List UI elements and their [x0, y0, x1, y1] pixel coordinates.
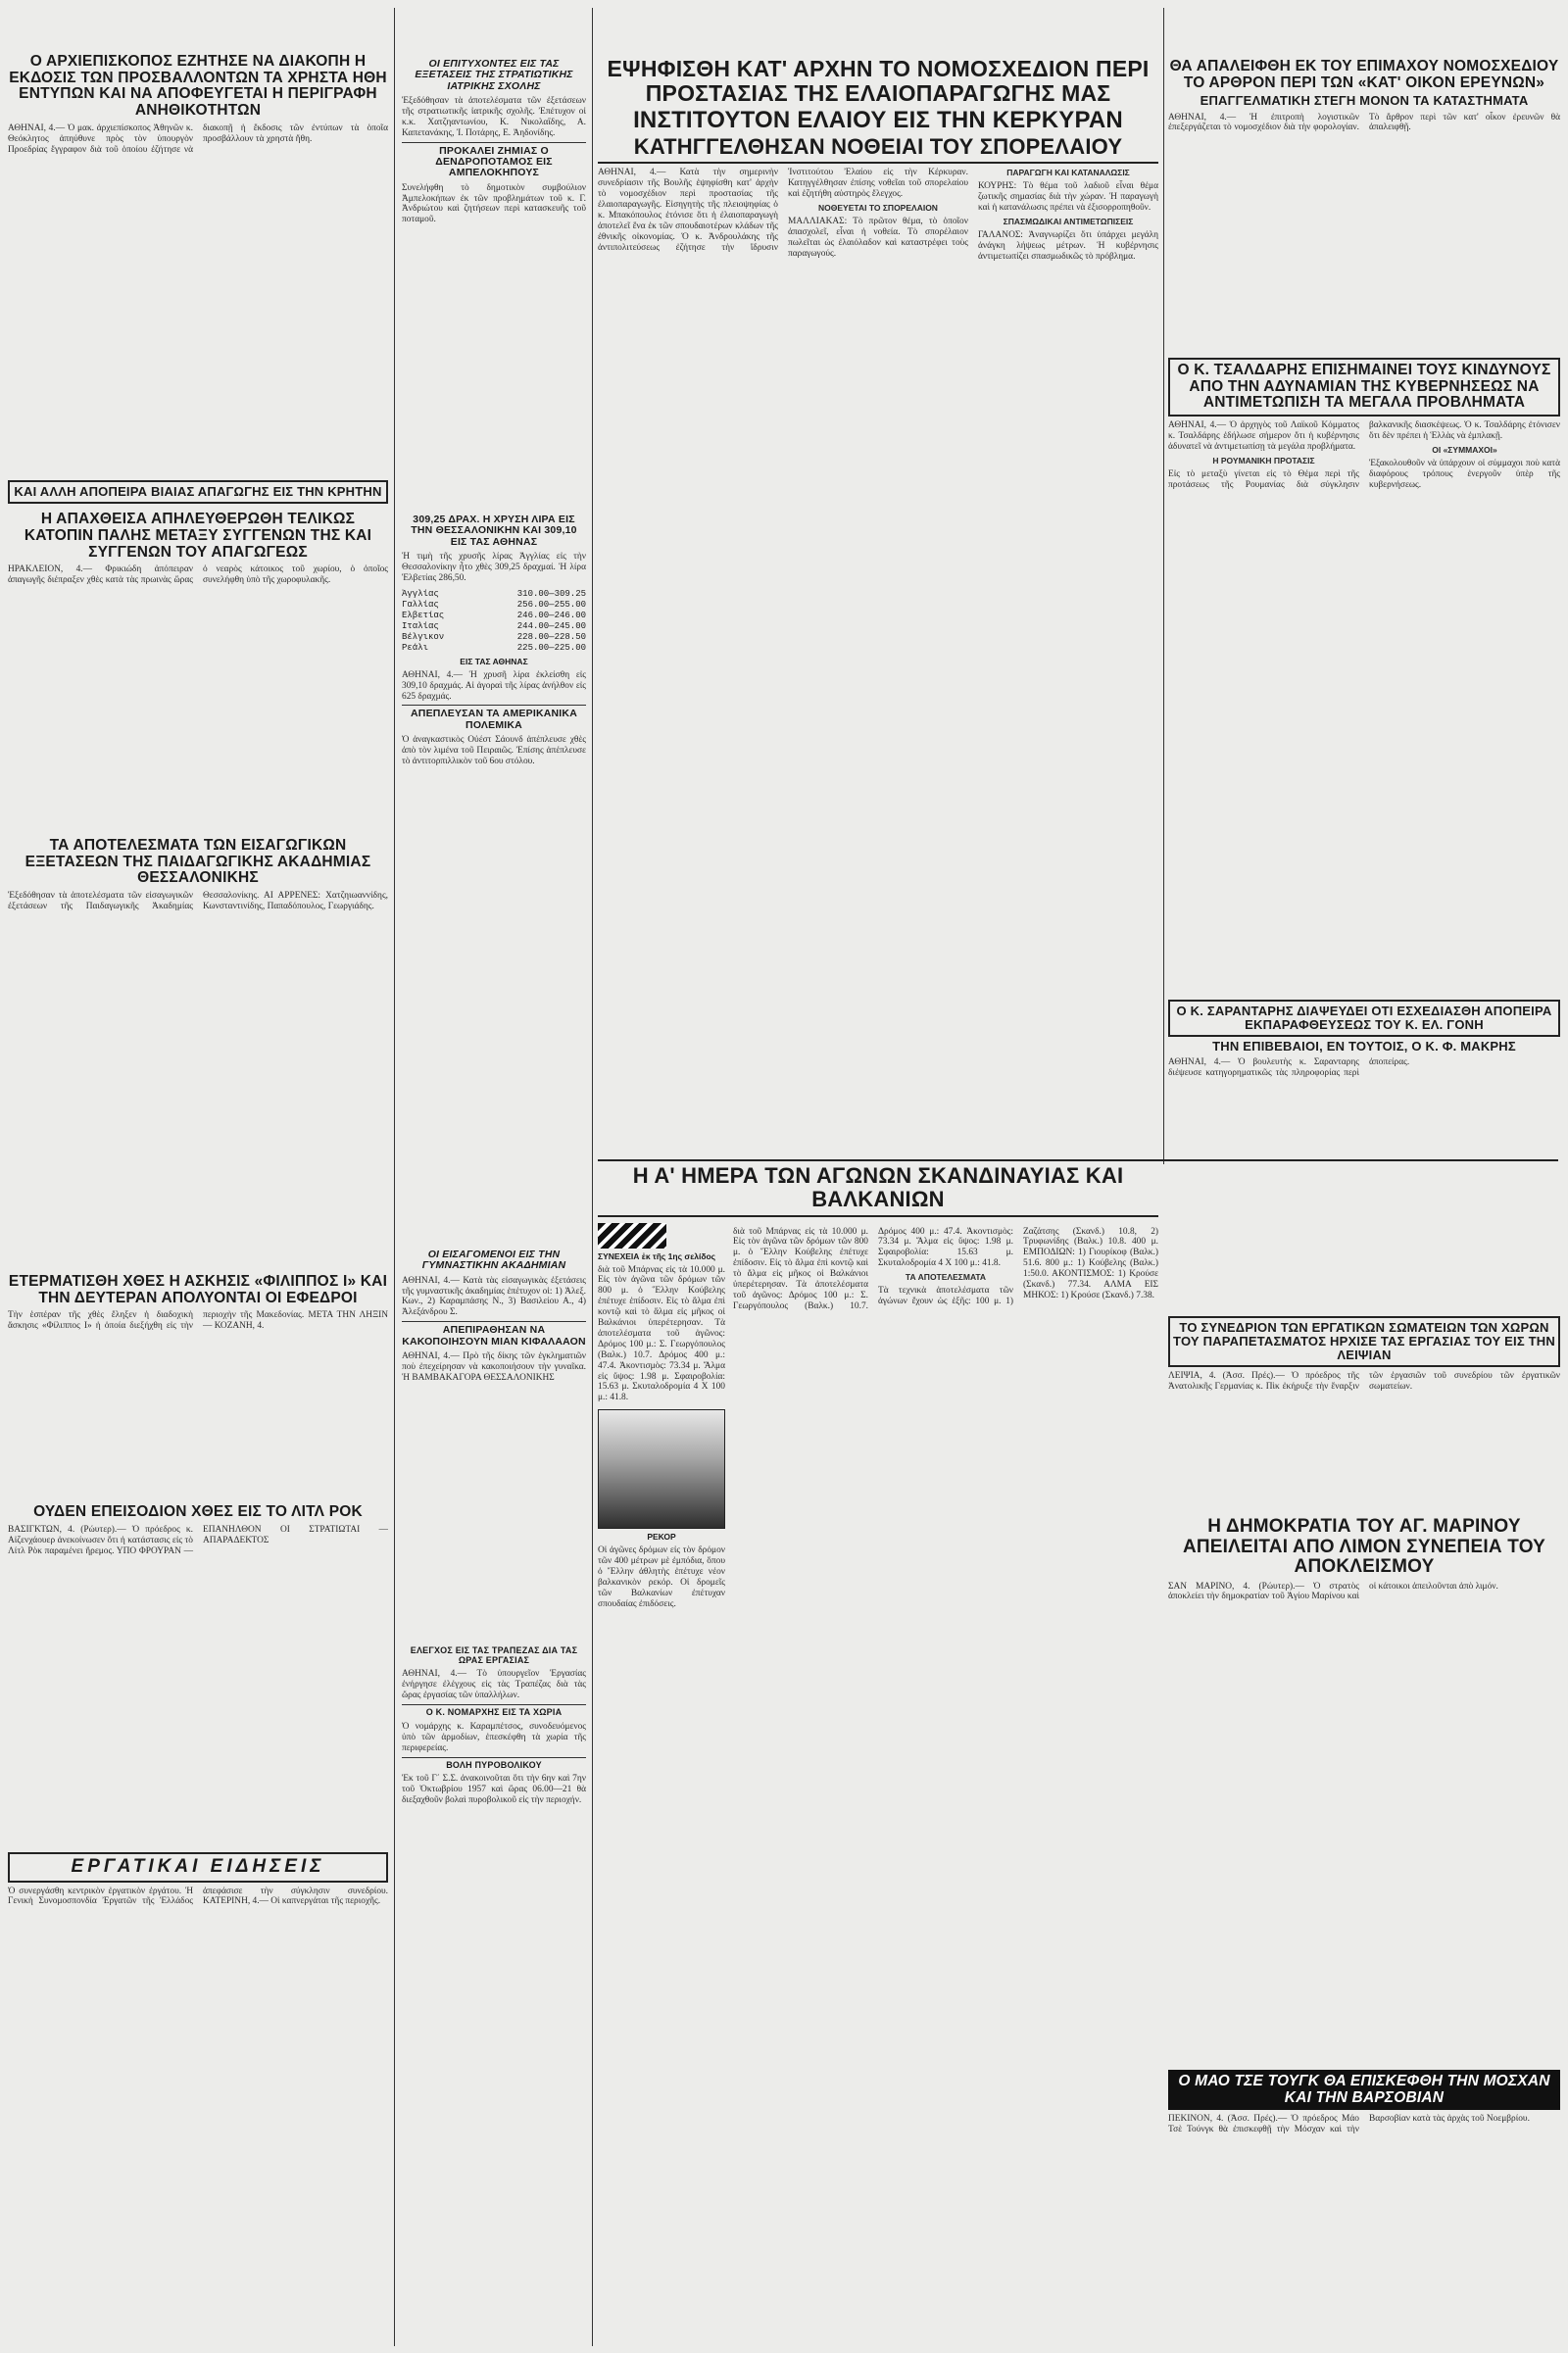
- price-row: Ἀγγλίας 310.00—309.25: [402, 588, 586, 599]
- price-row: Ρεάλι 225.00—225.00: [402, 642, 586, 653]
- column-rule: [394, 8, 395, 2346]
- article-gym-academy: [402, 1250, 586, 1642]
- headline: ΕΛΕΓΧΟΣ ΕΙΣ ΤΑΣ ΤΡΑΠΕΖΑΣ ΔΙΑ ΤΑΣ ΩΡΑΣ ΕΡΓΑΣΙΑΣ: [410, 1646, 578, 1665]
- headline: Η ΔΗΜΟΚΡΑΤΙΑ ΤΟΥ ΑΓ. ΜΑΡΙΝΟΥ ΑΠΕΙΛΕΙΤΑΙ ΑΠΟ ΛΙΜΟΝ ΣΥΝΕΠΕΙΑ ΤΟΥ ΑΠΟΚΛΕΙΣΜΟΥ: [1182, 1517, 1546, 1578]
- banner-subheadline: ΚΑΤΗΓΓΕΛΘΗΣΑΝ ΝΟΘΕΙΑΙ ΤΟΥ ΣΠΟΡΕΛΑΙΟΥ: [598, 135, 1158, 165]
- article-tax-bill: [1168, 59, 1560, 353]
- subheading: ΝΟΘΕΥΕΤΑΙ ΤΟ ΣΠΟΡΕΛΑΙΟΝ: [818, 203, 938, 214]
- column-rule: [1163, 8, 1164, 1164]
- banner-headline: ΕΨΗΦΙΣΘΗ ΚΑΤ' ΑΡΧΗΝ ΤΟ ΝΟΜΟΣΧΕΔΙΟΝ ΠΕΡΙ ΠΡΟΣΤΑΣΙΑΣ ΤΗΣ ΕΛΑΙΟΠΑΡΑΓΩΓΗΣ ΜΑΣ: [607, 57, 1150, 106]
- subheadline: Η ΑΠΑΧΘΕΙΣΑ ΑΠΗΛΕΥΘΕΡΩΘΗ ΤΕΛΙΚΩΣ ΚΑΤΟΠΙΝ ΠΑΛΗΣ ΜΕΤΑΞΥ ΣΥΓΓΕΝΩΝ ΤΗΣ ΚΑΙ ΣΥΓΓΕΝΩΝ ΤΟΥ ΑΠΑΓΩΓΕΩΣ: [24, 511, 372, 561]
- divider: [402, 1757, 586, 1758]
- article-gold-sovereign: [402, 515, 586, 946]
- article-body: Συνελήφθη τὸ δημοτικὸν συμβούλιον Ἀμπελοκήπων ἐκ τῶν προβλημάτων τοῦ κ. Γ. Ἀνδριώτου καὶ ζητήσεων περὶ κατασκευῆς τοῦ ποταμοῦ.: [402, 182, 586, 225]
- kicker: ΣΥΝΕΧΕΙΑ ἐκ τῆς 1ης σελίδος: [598, 1250, 716, 1261]
- article-body: ΑΘΗΝΑΙ, 4.— Κατὰ τὴν σημερινὴν συνεδρίασιν τῆς Βουλῆς ἐψηφίσθη κατ' ἀρχὴν τὸ νομοσχέδιον περὶ προστασίας τῆς ἐλαιοπαραγωγῆς. Εἰσηγητὴς τῆς πλειοψηφίας ὁ κ. Μπακόπουλος ἐτόνισε ὅτι ἡ ἐλαιοπαραγωγὴ ἀποτελεῖ ἕνα ἐκ τῶν σπουδαιοτέρων κλάδων τῆς ἐθνικῆς οἰκονομίας. Ὁ κ. Ἀνδρουλάκης τῆς ἀντιπολιτεύσεως ἐζήτησε τὴν ἵδρυσιν Ἰνστιτούτου Ἐλαίου εἰς τὴν Κέρκυραν. Κατηγγέλθησαν ἐπίσης νοθεῖαι τοῦ σπορελαίου καὶ ἐζητήθη αὐστηρὸς ἔλεγχος. ΝΟΘΕΥΕΤΑΙ ΤΟ ΣΠΟΡΕΛΑΙΟΝ ΜΑΛΛΙΑΚΑΣ: Τὸ πρῶτον θέμα, τὸ ὁποῖον ἀπασχολεῖ, εἶναι ἡ νοθεία. Τὸ σπορέλαιον πωλεῖται ὡς ἐλαιόλαδον καὶ καταστρέφει τοὺς παραγωγούς. ΠΑΡΑΓΩΓΗ ΚΑΙ ΚΑΤΑΝΑΛΩΣΙΣ ΚΟΥΡΗΣ: Τὸ θέμα τοῦ λαδιοῦ εἶναι θέμα ζωτικῆς σημασίας διὰ τὴν χώραν. Ἡ παραγωγὴ καὶ ἡ κατανάλωσις πρέπει νὰ ἐξισορροπηθοῦν. ΣΠΑΣΜΩΔΙΚΑΙ ΑΝΤΙΜΕΤΩΠΙΣΕΙΣ ΓΑΛΑΝΟΣ: Ἀναγνωρίζει ὅτι ὑπάρχει μεγάλη ἀνάγκη λήψεως μέτρων. Ἡ κυβέρνησις ἀντιμετωπίζει σπασμωδικῶς τὸ πρόβλημα.: [598, 168, 1158, 262]
- headline: Ο Κ. ΤΣΑΛΔΑΡΗΣ ΕΠΙΣΗΜΑΙΝΕΙ ΤΟΥΣ ΚΙΝΔΥΝΟΥΣ ΑΠΟ ΤΗΝ ΑΔΥΝΑΜΙΑΝ ΤΗΣ ΚΥΒΕΡΝΗΣΕΩΣ ΝΑ ΑΝΤΙΜΕΤΩΠΙΣΗ ΤΑ ΜΕΓΑΛΑ ΠΡΟΒΛΗΜΑΤΑ: [1168, 358, 1560, 417]
- banner-subheadline: ΙΝΣΤΙΤΟΥΤΟΝ ΕΛΑΙΟΥ ΕΙΣ ΤΗΝ ΚΕΡΚΥΡΑΝ: [633, 106, 1123, 133]
- headline: ΕΡΓΑΤΙΚΑΙ ΕΙΔΗΣΕΙΣ: [8, 1852, 388, 1883]
- article-mao-visit: [1168, 2070, 1560, 2346]
- article-crete-abduction: [8, 480, 388, 833]
- article-body: ΣΑΝ ΜΑΡΙΝΟ, 4. (Ρώυτερ).— Ὁ στρατὸς ἀποκλείει τὴν δημοκρατίαν τοῦ Ἁγίου Μαρίνου καὶ οἱ κάτοικοι ἀπειλοῦνται ἀπὸ λιμόν.: [1168, 1581, 1498, 1602]
- headline: ΟΙ ΕΙΣΑΓΟΜΕΝΟΙ ΕΙΣ ΤΗΝ ΓΥΜΝΑΣΤΙΚΗΝ ΑΚΑΔΗΜΙΑΝ: [421, 1250, 566, 1272]
- article-philippos-exercise: [8, 1274, 388, 1499]
- article-body: Ἐξεδόθησαν τὰ ἀποτελέσματα τῶν ἐξετάσεων τῆς στρατιωτικῆς ἰατρικῆς σχολῆς. Ἐπέτυχον οἱ κ.κ. Χατζηαντωνίου, Κ. Νικολαΐδης, Α. Καπετανάκης, Ἰ. Ποτάρης, Ε. Ἀηδονίδης.: [402, 95, 586, 138]
- section-rule: [598, 1159, 1558, 1161]
- article-archbishop: [8, 54, 388, 475]
- article-san-marino: [1168, 1517, 1560, 2066]
- price-row: Γαλλίας 256.00—255.00: [402, 599, 586, 610]
- subheadline: ΤΗΝ ΕΠΙΒΕΒΑΙΟΙ, ΕΝ ΤΟΥΤΟΙΣ, Ο Κ. Φ. ΜΑΚΡΗΣ: [1212, 1039, 1516, 1054]
- divider: [402, 1704, 586, 1705]
- article-sarantaris: [1168, 1000, 1560, 1313]
- subheading: ΟΙ «ΣΥΜΜΑΧΟΙ»: [1432, 445, 1497, 456]
- article-little-rock: [8, 1504, 388, 1847]
- subheading: Η ΡΟΥΜΑΝΙΚΗ ΠΡΟΤΑΣΙΣ: [1212, 455, 1315, 466]
- athlete-photo: [598, 1409, 725, 1529]
- article-body: ΗΡΑΚΛΕΙΟΝ, 4.— Φρικιώδη ἀπόπειραν ἀπαγωγῆς διέπραξεν χθὲς κατὰ τὰς πρωινὰς ὥρας ὁ νεαρὸς κάτοικος τοῦ χωρίου, ὁ ὁποῖος συνελήφθη ὑπὸ τῆς χωροφυλακῆς.: [8, 564, 388, 586]
- headline: ΟΥΔΕΝ ΕΠΕΙΣΟΔΙΟΝ ΧΘΕΣ ΕΙΣ ΤΟ ΛΙΤΛ ΡΟΚ: [33, 1504, 363, 1520]
- headline: Ο ΑΡΧΙΕΠΙΣΚΟΠΟΣ ΕΖΗΤΗΣΕ ΝΑ ΔΙΑΚΟΠΗ Η ΕΚΔΟΣΙΣ ΤΩΝ ΠΡΟΣΒΑΛΛΟΝΤΩΝ ΤΑ ΧΡΗΣΤΑ ΗΘΗ ΕΝΤΥΠΩΝ ΚΑΙ ΝΑ ΑΠΟΦΕΥΓΕΤΑΙ Η ΠΕΡΙΓΡΑΦΗ ΑΝΗΘΙΚΟΤΗΤΩΝ: [9, 54, 387, 120]
- article-olive-oil-bill: [598, 57, 1158, 1150]
- headline: Ο Κ. ΣΑΡΑΝΤΑΡΗΣ ΔΙΑΨΕΥΔΕΙ ΟΤΙ ΕΣΧΕΔΙΑΣΘΗ ΑΠΟΠΕΙΡΑ ΕΚΠΑΡΑΦΘΕΥΣΕΩΣ ΤΟΥ Κ. ΕΛ. ΓΟΝΗ: [1168, 1000, 1560, 1037]
- headline: ΤΑ ΑΠΟΤΕΛΕΣΜΑΤΑ ΤΩΝ ΕΙΣΑΓΩΓΙΚΩΝ ΕΞΕΤΑΣΕΩΝ ΤΗΣ ΠΑΙΔΑΓΩΓΙΚΗΣ ΑΚΑΔΗΜΙΑΣ ΘΕΣΣΑΛΟΝΙΚΗΣ: [24, 838, 371, 887]
- subheading: ΣΠΑΣΜΩΔΙΚΑΙ ΑΝΤΙΜΕΤΩΠΙΣΕΙΣ: [1003, 216, 1134, 226]
- divider: [402, 705, 586, 706]
- article-body: ΠΕΚΙΝΟΝ, 4. (Ἀσσ. Πρές).— Ὁ πρόεδρος Μάο Τσὲ Τούνγκ θὰ ἐπισκεφθῇ τὴν Μόσχαν καὶ τὴν Βαρσοβίαν κατὰ τὰς ἀρχὰς τοῦ Νοεμβρίου.: [1168, 2114, 1530, 2135]
- article-body: Ὁ συνεργάσθη κεντρικὸν ἐργατικὸν ἐργάτου. Ἡ Γενικὴ Συνομοσπονδία Ἐργατῶν τῆς Ἑλλάδος ἀπεφάσισε τὴν σύγκλησιν συνεδρίου. ΚΑΤΕΡΙΝΗ, 4.— Οἱ καπνεργάται τῆς περιοχῆς.: [8, 1886, 388, 1907]
- article-labor-news: [8, 1852, 388, 2347]
- article-body: ΑΘΗΝΑΙ, 4.— Τὸ ὑπουργεῖον Ἐργασίας ἐνήργησε ἐλέγχους εἰς τὰς Τραπέζας διὰ τὰς ὥρας ἐργασίας τῶν ὑπαλλήλων.: [402, 1669, 586, 1701]
- headline: ΠΡΟΚΑΛΕΙ ΖΗΜΙΑΣ Ο ΔΕΝΔΡΟΠΟΤΑΜΟΣ ΕΙΣ ΑΜΠΕΛΟΚΗΠΟΥΣ: [435, 144, 553, 179]
- headline: ΚΑΙ ΑΛΛΗ ΑΠΟΠΕΙΡΑ ΒΙΑΙΑΣ ΑΠΑΓΩΓΗΣ ΕΙΣ ΤΗΝ ΚΡΗΤΗΝ: [8, 480, 388, 504]
- article-body: Ἐξεδόθησαν τὰ ἀποτελέσματα τῶν εἰσαγωγικῶν ἐξετάσεων τῆς Παιδαγωγικῆς Ἀκαδημίας Θεσσαλονίκης. ΑΙ ΑΡΡΕΝΕΣ: Χατζηιωαννίδης, Κωνσταντινίδης, Παπαδόπουλος, Γεωργιάδης.: [8, 891, 388, 912]
- article-body: ΑΘΗΝΑΙ, 4.— Ἡ ἐπιτροπὴ λογιστικῶν ἐπεξεργάζεται τὸ νομοσχέδιον διὰ τὴν φορολογίαν. Τὸ ἄρθρον περὶ τῶν κατ' οἶκον ἐρευνῶν θὰ ἀπαλειφθῇ.: [1168, 112, 1560, 133]
- headline: ΑΠΕΠΙΡΑΘΗΣΑΝ ΝΑ ΚΑΚΟΠΟΙΗΣΟΥΝ ΜΙΑΝ ΚΙΦΑΛΑΑΟΝ: [402, 1324, 586, 1348]
- price-table: [402, 589, 586, 654]
- article-body: ΑΘΗΝΑΙ, 4.— Κατὰ τὰς εἰσαγωγικὰς ἐξετάσεις τῆς γυμναστικῆς ἀκαδημίας ἐπέτυχον οἱ: 1) Ἀλεξ. Κων., 2) Καραμπάσης Ν., 3) Βασιλείου Α., 4) Ἀλεξάνδρου Σ.: [402, 1275, 586, 1318]
- article-body: διὰ τοῦ Μπάρνας εἰς τὰ 10.000 μ. Εἰς τὸν ἀγῶνα τῶν δρόμων τῶν 800 μ. ὁ Ἕλλην Κούβελης ἐπέτυχε ἐπίδοσιν. Εἰς τὸ ἅλμα ἐπὶ κοντῷ καὶ τὸ ἅλμα εἰς μῆκος οἱ Βαλκάνιοι ὑπερέτερησαν. Τὰ ἀποτελέσματα τοῦ ἀγῶνος: Δρόμος 100 μ.: Σ. Γεωργόπουλος (Βαλκ.) 10.7. Δρόμος 400 μ.: 47.4. Ἀκοντισμὸς: 73.34 μ. Ἅλμα εἰς ὕψος: 1.98 μ. Σφαιροβολία: 15.63 μ. Σκυταλοδρομία 4 Χ 100 μ.: 41.8. ΤΑ ΑΠΟΤΕΛΕΣΜΑΤΑ Τὰ τεχνικὰ ἀποτελέσματα τῶν ἀγώνων ἔχουν ὡς ἑξῆς: 100 μ. 1) Ζαζάτσης (Σκανδ.) 10.8, 2) Τρυφωνίδης (Βαλκ.) 10.8. 400 μ. ΕΜΠΟΔΙΩΝ: 1) Γιουρίκοφ (Βαλκ.) 51.6. 800 μ.: 1) Κούβελης (Βαλκ.) 1:50.0. ΑΚΟΝΤΙΣΜΟΣ: 1) Κρούσε (Σκανδ.) 77.34. ΑΛΜΑ ΕΙΣ ΜΗΚΟΣ: 1) Κρούσε (Σκανδ.) 7.38.: [733, 1226, 1158, 1311]
- article-body: ΑΘΗΝΑΙ, 4.— Ὁ μακ. ἀρχιεπίσκοπος Ἀθηνῶν κ. Θεόκλητος ἀπηύθυνε πρὸς τὸν ὑπουργὸν Προεδρίας ἔγγραφον διὰ τοῦ ὁποίου ἐζήτησε νὰ διακοπῇ ἡ ἔκδοσις τῶν ἐντύπων τὰ ὁποῖα προσβάλλουν τὰ χρηστὰ ἤθη.: [8, 123, 388, 155]
- article-body: Ὁ νομάρχης κ. Καραμπέτσος, συνοδευόμενος ὑπὸ τῶν ἁρμοδίων, ἐπεσκέφθη τὰ χωρία τῆς περιφερείας.: [402, 1721, 586, 1753]
- article-banks-control: [402, 1646, 586, 2347]
- article-exam-results: [8, 838, 388, 1269]
- price-row: Ἰταλίας 244.00—245.00: [402, 620, 586, 631]
- column-rule: [592, 8, 593, 2346]
- divider: [402, 142, 586, 143]
- subheading: ΡΕΚΟΡ: [647, 1532, 676, 1543]
- headline: ΕΤΕΡΜΑΤΙΣΘΗ ΧΘΕΣ Η ΑΣΚΗΣΙΣ «ΦΙΛΙΠΠΟΣ Ι» ΚΑΙ ΤΗΝ ΔΕΥΤΕΡΑΝ ΑΠΟΛΥΟΝΤΑΙ ΟΙ ΕΦΕΔΡΟΙ: [8, 1274, 388, 1306]
- headline: ΤΟ ΣΥΝΕΔΡΙΟΝ ΤΩΝ ΕΡΓΑΤΙΚΩΝ ΣΩΜΑΤΕΙΩΝ ΤΩΝ ΧΩΡΩΝ ΤΟΥ ΠΑΡΑΠΕΤΑΣΜΑΤΟΣ ΗΡΧΙΣΕ ΤΑΣ ΕΡΓΑΣΙΑΣ ΤΟΥ ΕΙΣ ΤΗΝ ΛΕΙΨΙΑΝ: [1168, 1316, 1560, 1367]
- price-row: Βέλγικον 228.00—228.50: [402, 631, 586, 642]
- headline: ΟΙ ΕΠΙΤΥΧΟΝΤΕΣ ΕΙΣ ΤΑΣ ΕΞΕΤΑΣΕΙΣ ΤΗΣ ΣΤΡΑΤΙΩΤΙΚΗΣ ΙΑΤΡΙΚΗΣ ΣΧΟΛΗΣ: [415, 59, 573, 92]
- sports-headline: Η Α' ΗΜΕΡΑ ΤΩΝ ΑΓΩΝΩΝ ΣΚΑΝΔΙΝΑΥΙΑΣ ΚΑΙ ΒΑΛΚΑΝΙΩΝ: [598, 1164, 1158, 1217]
- article-scandinavia-balkans: [598, 1164, 1158, 2345]
- article-tsaldaris: [1168, 358, 1560, 995]
- article-body: ΑΘΗΝΑΙ, 4.— Πρὸ τῆς δίκης τῶν ἐγκληματιῶν ποὺ ἐπεχείρησαν νὰ κακοποιήσουν τὴν γυναῖκα. Ἡ ΒΑΜΒΑΚΑΓΟΡΑ ΘΕΣΣΑΛΟΝΙΚΗΣ: [402, 1350, 586, 1383]
- article-body: ΑΘΗΝΑΙ, 4.— Ὁ ἀρχηγὸς τοῦ Λαϊκοῦ Κόμματος κ. Τσαλδάρης ἐδήλωσε σήμερον ὅτι ἡ κυβέρνησις ἀδυνατεῖ νὰ ἀντιμετωπίσῃ τὰ μεγάλα προβλήματα. Η ΡΟΥΜΑΝΙΚΗ ΠΡΟΤΑΣΙΣ Εἰς τὸ μεταξὺ γίνεται εἰς τὸ Θέμα περὶ τῆς προτάσεως τῆς Ρουμανίας διὰ σύγκλησιν βαλκανικῆς διασκέψεως. Ὁ κ. Τσαλδάρης ἐτόνισεν ὅτι δὲν πρέπει ἡ Ἑλλὰς νὰ ἐμπλακῇ. ΟΙ «ΣΥΜΜΑΧΟΙ» Ἐξακολουθοῦν νὰ ὑπάρχουν οἱ σύμμαχοι ποὺ κατὰ διαφόρους τρόπους ἐνεργοῦν ὑπὲρ τῆς κυβερνήσεως.: [1168, 420, 1560, 490]
- continuation-marker-icon: [598, 1223, 666, 1249]
- headline: Ο Κ. ΝΟΜΑΡΧΗΣ ΕΙΣ ΤΑ ΧΩΡΙΑ: [425, 1707, 563, 1718]
- article-leipzig-congress: [1168, 1316, 1560, 1512]
- headline: 309,25 ΔΡΑΧ. Η ΧΡΥΣΗ ΛΙΡΑ ΕΙΣ ΤΗΝ ΘΕΣΣΑΛΟΝΙΚΗΝ ΚΑΙ 309,10 ΕΙΣ ΤΑΣ ΑΘΗΝΑΣ: [411, 515, 577, 548]
- article-body: Ἐκ τοῦ Γ΄ Σ.Σ. ἀνακοινοῦται ὅτι τὴν 6ην καὶ 7ην τοῦ Ὀκτωβρίου 1957 καὶ ὥρας 06.00—21 θὰ διεξαχθοῦν βολαὶ πυροβολικοῦ εἰς τὴν περιοχήν.: [402, 1774, 586, 1806]
- divider: [402, 1321, 586, 1322]
- price-row: Ἐλβετίας 246.00—246.00: [402, 610, 586, 620]
- article-body: ΑΘΗΝΑΙ, 4.— Ὁ βουλευτὴς κ. Σαρανταρης διέψευσε κατηγορηματικῶς τὰς πληροφορίας περὶ ἀποπείρας.: [1168, 1057, 1410, 1078]
- article-body: ΒΑΣΙΓΚΤΩΝ, 4. (Ρώυτερ).— Ὁ πρόεδρος κ. Αἰζενχάουερ ἀνεκοίνωσεν ὅτι ἡ κατάστασις εἰς τὸ Λίτλ Ρὸκ παραμένει ἤρεμος. ΥΠΟ ΦΡΟΥΡΑΝ — ΕΠΑΝΗΛΘΟΝ ΟΙ ΣΤΡΑΤΙΩΤΑΙ — ΑΠΑΡΑΔΕΚΤΟΣ: [8, 1524, 388, 1556]
- article-body: ΛΕΙΨΙΑ, 4. (Ἀσσ. Πρές).— Ὁ πρόεδρος τῆς Ἀνατολικῆς Γερμανίας κ. Πὶκ ἐκήρυξε τὴν ἔναρξιν τῶν ἐργασιῶν τοῦ συνεδρίου τῶν ἐργατικῶν σωματείων.: [1168, 1371, 1560, 1392]
- subheadline: ΕΠΑΓΓΕΛΜΑΤΙΚΗ ΣΤΕΓΗ ΜΟΝΟΝ ΤΑ ΚΑΤΑΣΤΗΜΑΤΑ: [1200, 93, 1529, 109]
- subheading: ΕΙΣ ΤΑΣ ΑΘΗΝΑΣ: [460, 656, 528, 666]
- headline: Ο ΜΑΟ ΤΣΕ ΤΟΥΓΚ ΘΑ ΕΠΙΣΚΕΦΘΗ ΤΗΝ ΜΟΣΧΑΝ ΚΑΙ ΤΗΝ ΒΑΡΣΟΒΙΑΝ: [1168, 2070, 1560, 2110]
- headline: ΘΑ ΑΠΑΛΕΙΦΘΗ ΕΚ ΤΟΥ ΕΠΙΜΑΧΟΥ ΝΟΜΟΣΧΕΔΙΟΥ ΤΟ ΑΡΘΡΟΝ ΠΕΡΙ ΤΩΝ «ΚΑΤ' ΟΙΚΟΝ ΕΡΕΥΝΩΝ»: [1169, 59, 1559, 91]
- article-body: Οἱ ἀγῶνες δρόμων εἰς τὸν δρόμον τῶν 400 μέτρων μὲ ἐμπόδια, ὅπου ὁ Ἕλλην ἀθλητὴς ἐπέτυχε νέον βαλκανικὸν ρεκόρ. Οἱ δρομεῖς τῶν Βαλκανίων ἐπέτυχαν σπουδαίας ἐπιδόσεις.: [598, 1545, 725, 1609]
- subheading: ΠΑΡΑΓΩΓΗ ΚΑΙ ΚΑΤΑΝΑΛΩΣΙΣ: [1006, 168, 1130, 178]
- article-body: Τὴν ἑσπέραν τῆς χθὲς ἔληξεν ἡ διαδοχικὴ ἄσκησις «Φίλιππος Ι» ἡ ὁποία διεξήχθη εἰς τὴν περιοχὴν τῆς Μακεδονίας. ΜΕΤΑ ΤΗΝ ΛΗΞΙΝ — ΚΟΖΑΝΗ, 4.: [8, 1310, 388, 1332]
- article-body: διὰ τοῦ Μπάρνας εἰς τὰ 10.000 μ. Εἰς τὸν ἀγῶνα τῶν δρόμων τῶν 800 μ. ὁ Ἕλλην Κούβελης ἐπέτυχε ἐπίδοσιν. Εἰς τὸ ἅλμα ἐπὶ κοντῷ καὶ τὸ ἅλμα εἰς μῆκος οἱ Βαλκάνιοι ὑπερέτερησαν. Τὰ ἀποτελέσματα τοῦ ἀγῶνος: Δρόμος 100 μ.: Σ. Γεωργόπουλος (Βαλκ.) 10.7. Δρόμος 400 μ.: 47.4. Ἀκοντισμὸς: 73.34 μ. Ἅλμα εἰς ὕψος: 1.98 μ. Σφαιροβολία: 15.63 μ. Σκυταλοδρομία 4 Χ 100 μ.: 41.8.: [598, 1264, 725, 1403]
- article-body: Ἡ τιμὴ τῆς χρυσῆς λίρας Ἀγγλίας εἰς τὴν Θεσσαλονίκην ἦτο χθὲς 309,25 δραχμαί. Ἡ λίρα Ἐλβετίας 286,50.: [402, 551, 586, 583]
- headline: ΑΠΕΠΛΕΥΣΑΝ ΤΑ ΑΜΕΡΙΚΑΝΙΚΑ ΠΟΛΕΜΙΚΑ: [411, 708, 577, 731]
- article-body: Ὁ ἀναγκαστικὸς Οὐέστ Σάουνδ ἀπέπλευσε χθὲς ἀπὸ τὸν λιμένα τοῦ Πειραιῶς. Ἐπίσης ἀπέπλευσε τὸ ἀντιτορπιλλικὸν τοῦ 6ου στόλου.: [402, 735, 586, 766]
- headline: ΒΟΛΗ ΠΥΡΟΒΟΛΙΚΟΥ: [446, 1759, 542, 1770]
- article-body: ΑΘΗΝΑΙ, 4.— Ἡ χρυσῆ λίρα ἐκλείσθη εἰς 309,10 δραχμάς. Αἱ ἀγοραὶ τῆς λίρας ἀνήλθον εἰς 625 δραχμάς.: [402, 669, 586, 702]
- article-military-medical: [402, 59, 586, 510]
- subheading: ΤΑ ΑΠΟΤΕΛΕΣΜΑΤΑ: [905, 1272, 987, 1283]
